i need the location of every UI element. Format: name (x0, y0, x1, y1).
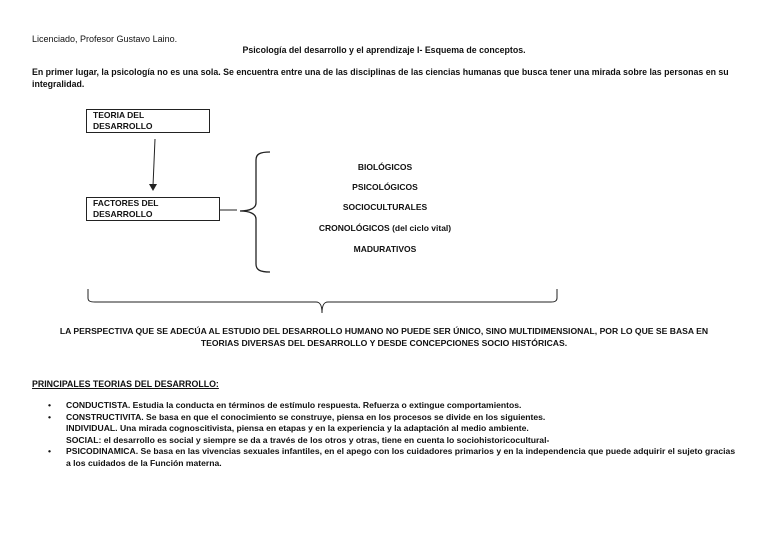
bullet: • (48, 446, 52, 457)
theory-line: PSICODINAMICA. Se basa en las vivencias sexuales infantiles, en el apego con los cuidadores primarios y en la independencia que puede adquirir el sujeto gracias (66, 446, 736, 457)
theory-conductista (32, 400, 742, 412)
author-line: Licenciado, Profesor Gustavo Laino. (32, 34, 178, 44)
bottom-brace (88, 289, 557, 313)
theories-list (32, 400, 742, 470)
theory-line-social: SOCIAL: el desarrollo es social y siempre se da a través de los otros y otras, tiene en cuenta lo sociohistoricocultural- (66, 434, 550, 445)
arrow-head (149, 184, 157, 191)
bullet: • (48, 411, 52, 422)
theory-line: CONDUCTISTA. Estudia la conducta en términos de estímulo respuesta. Refuerza o extingue comportamientos. (66, 400, 522, 410)
right-brace (240, 152, 270, 272)
perspective-statement: LA PERSPECTIVA QUE SE ADECÚA AL ESTUDIO DEL DESARROLLO HUMANO NO PUEDE SER ÚNICO, SINO MULTIDIMENSIONAL, POR LO QUE SE BASA EN TEORIAS DIVERSAS DEL DESARROLLO Y DESDE CONCEPCIONES SOCIO HISTÓRICAS. (59, 326, 709, 348)
box-factores-label: FACTORES DEL DESARROLLO (93, 197, 159, 219)
arrow-line (153, 139, 155, 186)
factor-socioculturales: SOCIOCULTURALES (342, 202, 428, 212)
factor-biologicos: BIOLÓGICOS (357, 162, 413, 172)
theories-heading: PRINCIPALES TEORIAS DEL DESARROLLO: (32, 379, 219, 389)
theory-psicodinamica (32, 446, 742, 469)
theory-constructivista (32, 412, 742, 447)
factor-cronologicos: CRONOLÓGICOS (del ciclo vital) (318, 223, 452, 233)
theory-line-continued: a los cuidados de la Función materna. (66, 457, 222, 468)
theory-line: CONSTRUCTIVITA. Se basa en que el conocimiento se construye, piensa en los procesos se divide en los siguientes. (66, 411, 546, 422)
theory-line-individual: INDIVIDUAL. Una mirada cognoscitivista, piensa en etapas y en la experiencia y la adaptación al medio ambiente. (66, 423, 529, 434)
bullet: • (48, 400, 52, 410)
box-teoria-label: TEORIA DEL DESARROLLO (93, 109, 153, 131)
factor-madurativos: MADURATIVOS (353, 244, 417, 254)
page-title: Psicología del desarrollo y el aprendizaje I- Esquema de conceptos. (242, 45, 526, 55)
intro-paragraph: En primer lugar, la psicología no es una sola. Se encuentra entre una de las disciplinas de las ciencias humanas que busca tener una mirada sobre las personas en su integralidad. (32, 67, 729, 89)
factor-psicologicos: PSICOLÓGICOS (352, 182, 418, 192)
